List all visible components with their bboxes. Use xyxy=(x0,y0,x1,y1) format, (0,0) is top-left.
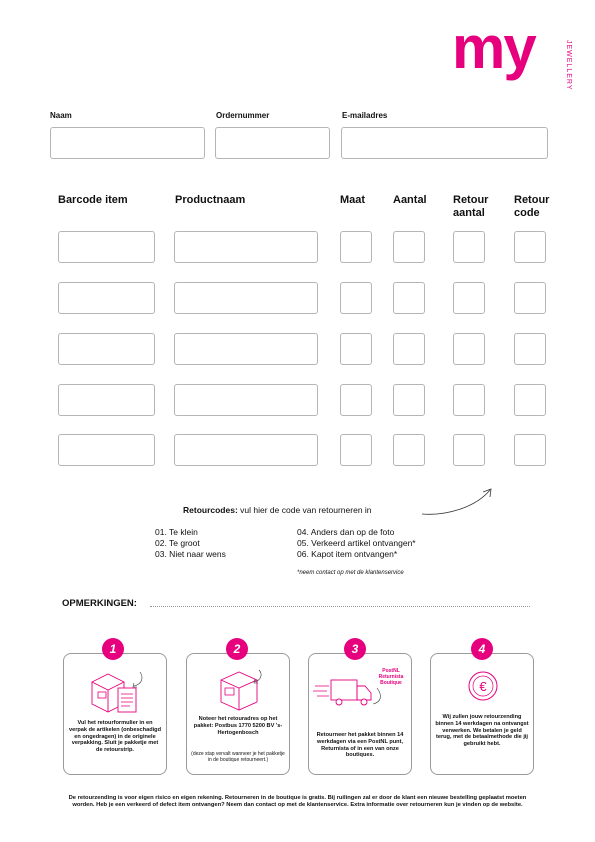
col-barcode: Barcode item xyxy=(58,194,128,206)
email-field[interactable] xyxy=(341,127,548,159)
step-1-text: Vul het retourformulier in en verpak de artikelen (onbeschadigd en ongedragen) in de originele verpakking. Sluit je pakketje met de retourstrip. xyxy=(68,720,161,754)
qty-input[interactable] xyxy=(393,282,425,314)
brand-logo-subtitle: JEWELLERY xyxy=(565,40,572,91)
step-4-number: 4 xyxy=(471,638,493,660)
step-2-text: Noteer het retouradres op het pakket: Postbus 1770 5200 BV 's-Hertogenbosch xyxy=(193,716,283,736)
qty-input[interactable] xyxy=(393,384,425,416)
product-name-input[interactable] xyxy=(174,434,318,466)
return-code-02: 02. Te groot xyxy=(155,538,200,548)
qty-input[interactable] xyxy=(393,333,425,365)
name-label: Naam xyxy=(50,111,72,120)
col-return-code-line2: code xyxy=(514,207,540,219)
product-name-input[interactable] xyxy=(174,333,318,365)
size-input[interactable] xyxy=(340,231,372,263)
step-2-note: (deze stap vervalt wanneer je het pakketje in de boutique retourneert.) xyxy=(191,751,285,763)
qty-input[interactable] xyxy=(393,434,425,466)
email-label: E-mailadres xyxy=(342,111,388,120)
return-codes-note: *neem contact op met de klantenservice xyxy=(297,570,404,576)
svg-text:€: € xyxy=(479,679,487,694)
footer-text: De retourzending is voor eigen risico en eigen rekening. Retourneren in de boutique is gratis. Bij ruilingen zal er door de klant een nieuwe bestelling geplaatst moeten worden. Heb je een verkeerd of defect item ontvangen? Neem dan contact op met de klantenservice. Extra informatie over retourneren kun je vinden op de website. xyxy=(68,795,527,809)
col-qty: Aantal xyxy=(393,194,427,206)
brand-logo-subtitle-wrap xyxy=(560,40,570,110)
box-with-form-icon xyxy=(64,664,168,716)
col-return-code-line1: Retour xyxy=(514,194,550,206)
col-product: Productnaam xyxy=(175,194,246,206)
return-code-input[interactable] xyxy=(514,282,546,314)
euro-refund-icon xyxy=(431,664,535,716)
col-return-qty-line1: Retour xyxy=(453,194,489,206)
size-input[interactable] xyxy=(340,282,372,314)
return-code-06: 06. Kapot item ontvangen* xyxy=(297,549,398,559)
product-name-input[interactable] xyxy=(174,231,318,263)
return-qty-input[interactable] xyxy=(453,282,485,314)
step-4-text: Wij zullen jouw retourzending binnen 14 werkdagen na ontvangst verwerken. We betalen je geld terug, met de betaalmethode die jij gebruikt hebt. xyxy=(435,714,529,748)
brand-logo: my xyxy=(452,14,535,81)
barcode-input[interactable] xyxy=(58,384,155,416)
return-code-01: 01. Te klein xyxy=(155,527,198,537)
size-input[interactable] xyxy=(340,434,372,466)
col-return-code xyxy=(514,194,549,220)
step-3-number: 3 xyxy=(344,638,366,660)
return-qty-input[interactable] xyxy=(453,384,485,416)
return-code-04: 04. Anders dan op de foto xyxy=(297,527,395,537)
step-3-card xyxy=(308,653,412,775)
step-4-card xyxy=(430,653,534,775)
order-number-field[interactable] xyxy=(215,127,330,159)
step-2-number: 2 xyxy=(226,638,248,660)
remarks-label: OPMERKINGEN: xyxy=(62,598,137,609)
step-3-badge: PostNL Returnista Boutique xyxy=(378,668,404,686)
return-codes-right xyxy=(297,527,416,560)
col-size: Maat xyxy=(340,194,366,206)
return-qty-input[interactable] xyxy=(453,434,485,466)
step-3-text: Retourneer het pakket binnen 14 werkdagen via een PostNL punt, Returnista of in een van onze boutiques. xyxy=(316,732,404,759)
arrow-icon xyxy=(420,484,500,524)
return-codes-title-bold: Retourcodes: xyxy=(183,505,238,515)
return-qty-input[interactable] xyxy=(453,231,485,263)
product-name-input[interactable] xyxy=(174,282,318,314)
qty-input[interactable] xyxy=(393,231,425,263)
name-field[interactable] xyxy=(50,127,205,159)
col-return-qty-line2: aantal xyxy=(453,207,485,219)
return-code-03: 03. Niet naar wens xyxy=(155,549,226,559)
barcode-input[interactable] xyxy=(58,333,155,365)
step-1-card xyxy=(63,653,167,775)
product-name-input[interactable] xyxy=(174,384,318,416)
size-input[interactable] xyxy=(340,333,372,365)
return-code-input[interactable] xyxy=(514,384,546,416)
barcode-input[interactable] xyxy=(58,434,155,466)
return-codes-left xyxy=(155,527,226,560)
return-qty-input[interactable] xyxy=(453,333,485,365)
return-codes-title xyxy=(183,505,372,515)
size-input[interactable] xyxy=(340,384,372,416)
return-code-05: 05. Verkeerd artikel ontvangen* xyxy=(297,538,416,548)
parcel-icon xyxy=(187,664,291,716)
step-2-card xyxy=(186,653,290,775)
step-1-number: 1 xyxy=(102,638,124,660)
col-return-qty xyxy=(453,194,488,220)
barcode-input[interactable] xyxy=(58,282,155,314)
remarks-line[interactable] xyxy=(150,606,530,607)
barcode-input[interactable] xyxy=(58,231,155,263)
return-code-input[interactable] xyxy=(514,434,546,466)
return-codes-title-rest: vul hier de code van retourneren in xyxy=(237,505,372,515)
return-code-input[interactable] xyxy=(514,231,546,263)
return-code-input[interactable] xyxy=(514,333,546,365)
order-label: Ordernummer xyxy=(216,111,270,120)
